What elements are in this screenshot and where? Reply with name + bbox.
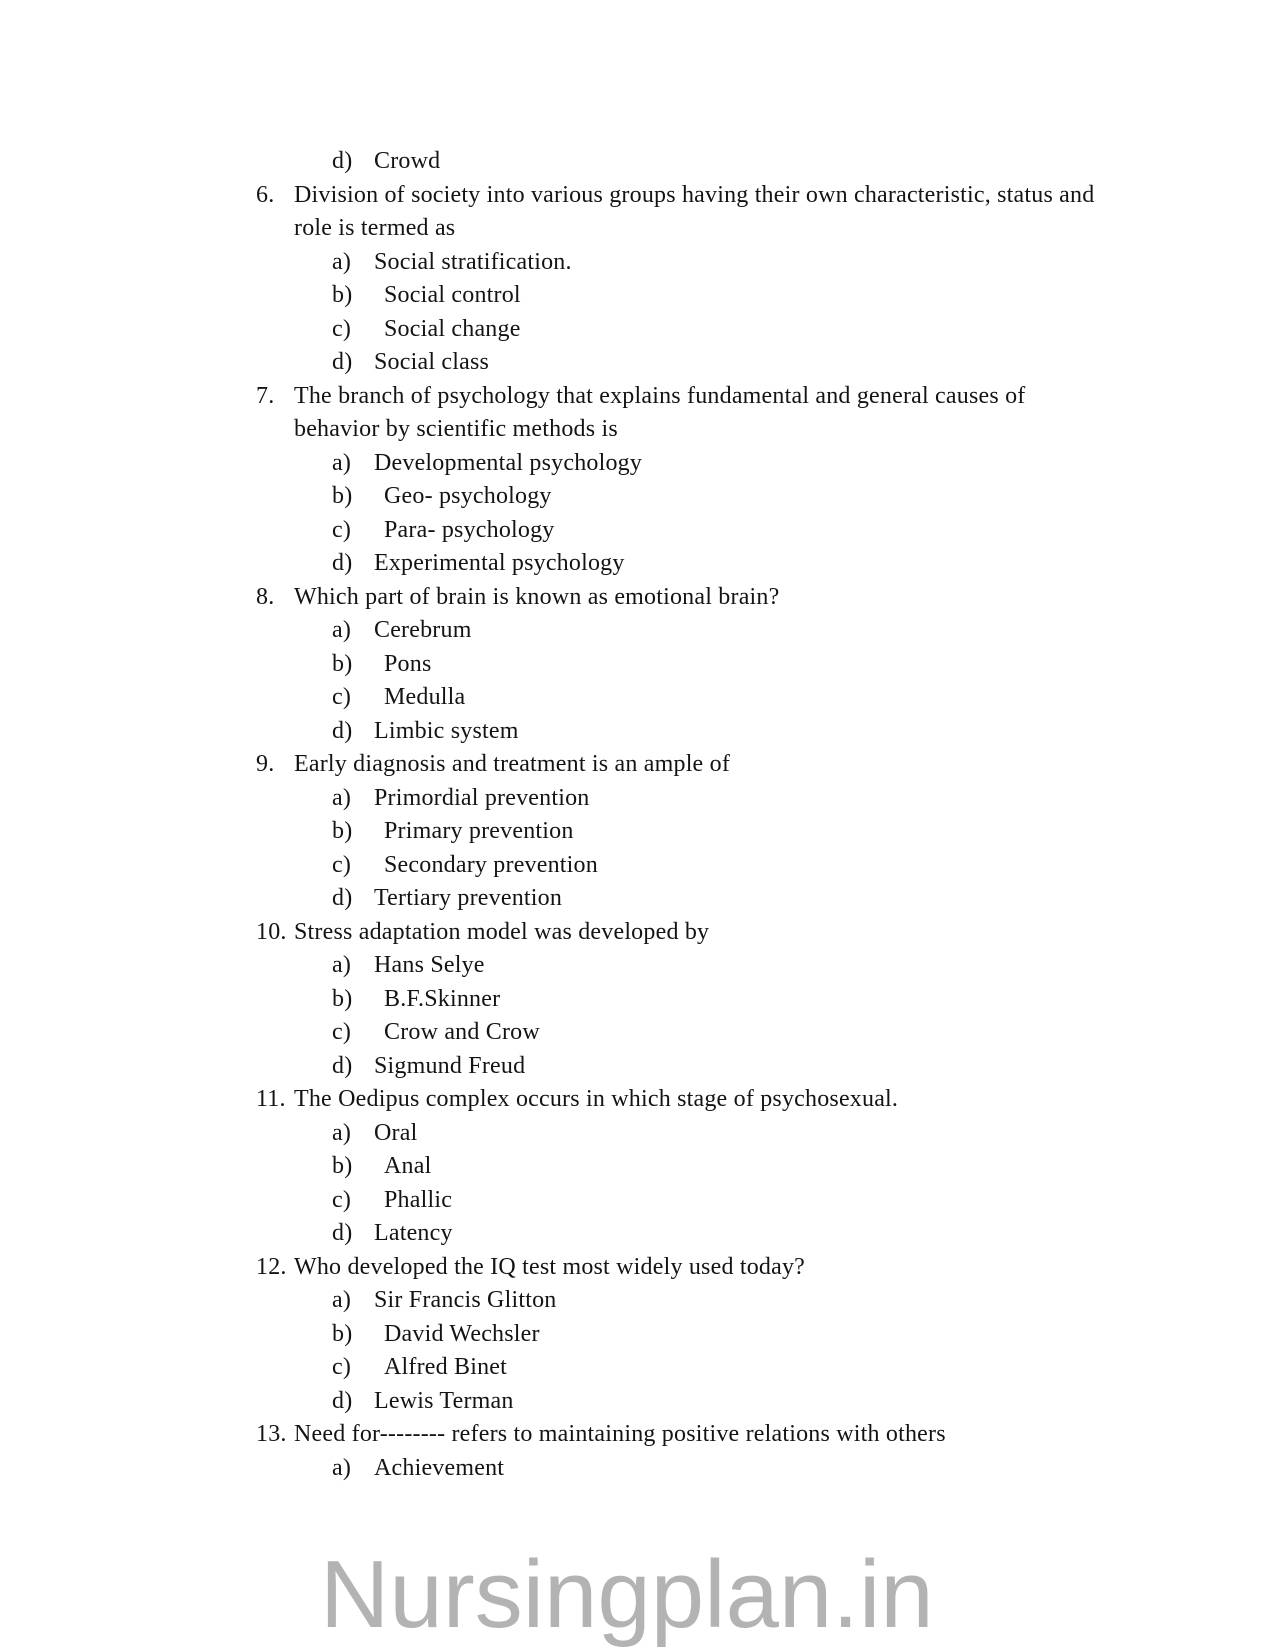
question-line (0, 1083, 1275, 1117)
question-number: 6. (256, 181, 275, 208)
option-row (0, 782, 1275, 816)
question-list (0, 145, 1275, 1485)
option-row (0, 1385, 1275, 1419)
option-text: Geo- psychology (384, 483, 552, 509)
question-text: Stress adaptation model was developed by (294, 918, 710, 945)
option-letter: d) (332, 550, 353, 576)
option-letter: a) (332, 1454, 352, 1481)
option-text: B.F.Skinner (384, 985, 501, 1012)
option-row (0, 1452, 1275, 1486)
option-text: Crowd (374, 148, 441, 174)
option-text: Social control (384, 282, 521, 308)
option-row (0, 246, 1275, 280)
option-letter: d) (332, 148, 353, 174)
option-letter: b) (332, 1320, 353, 1347)
option-letter: d) (332, 717, 353, 744)
option-row (0, 1150, 1275, 1184)
option-row (0, 715, 1275, 749)
option-row (0, 1184, 1275, 1218)
option-text: Phallic (384, 1186, 453, 1213)
option-row (0, 514, 1275, 548)
question-text: Which part of brain is known as emotional brain? (294, 583, 780, 610)
option-row (0, 1318, 1275, 1352)
option-text: Social class (374, 349, 490, 375)
option-text: Developmental psychology (374, 449, 643, 476)
question-text-continuation: behavior by scientific methods is (294, 416, 618, 442)
option-letter: b) (332, 282, 353, 308)
option-row (0, 983, 1275, 1017)
question-number: 8. (256, 583, 275, 610)
question-line (0, 1418, 1275, 1452)
option-letter: a) (332, 248, 352, 275)
question-line (0, 1251, 1275, 1285)
option-row (0, 145, 1275, 179)
option-row (0, 681, 1275, 715)
option-letter: d) (332, 1387, 353, 1414)
option-letter: b) (332, 483, 353, 509)
option-text: Oral (374, 1119, 418, 1146)
option-text: David Wechsler (384, 1320, 540, 1347)
option-row (0, 1050, 1275, 1084)
option-letter: b) (332, 1153, 353, 1179)
option-text: Sigmund Freud (374, 1052, 526, 1079)
option-text: Latency (374, 1220, 453, 1246)
option-text: Medulla (384, 684, 466, 710)
option-text: Limbic system (374, 717, 519, 744)
question-number: 10. (256, 918, 287, 945)
option-text: Secondary prevention (384, 851, 598, 878)
option-letter: b) (332, 985, 353, 1012)
option-row (0, 313, 1275, 347)
option-letter: d) (332, 349, 353, 375)
option-letter: a) (332, 617, 352, 643)
option-letter: a) (332, 449, 352, 476)
question-number: 9. (256, 751, 275, 777)
option-text: Sir Francis Glitton (374, 1287, 557, 1313)
question-line (0, 380, 1275, 414)
option-letter: a) (332, 1287, 352, 1313)
question-text: The branch of psychology that explains fundamental and general causes of (294, 382, 1026, 409)
option-row (0, 480, 1275, 514)
option-row (0, 882, 1275, 916)
question-text: Early diagnosis and treatment is an ample of (294, 751, 731, 777)
option-row (0, 1016, 1275, 1050)
option-text: Primordial prevention (374, 784, 590, 811)
question-line (0, 179, 1275, 213)
option-letter: c) (332, 315, 352, 342)
option-text: Alfred Binet (384, 1354, 508, 1380)
question-line (0, 748, 1275, 782)
question-text: Need for-------- refers to maintaining positive relations with others (294, 1421, 946, 1447)
question-number: 11. (256, 1086, 286, 1112)
option-letter: b) (332, 650, 353, 677)
option-letter: d) (332, 1220, 353, 1246)
option-text: Anal (384, 1153, 432, 1179)
question-number: 12. (256, 1253, 287, 1280)
option-letter: c) (332, 1186, 352, 1213)
question-line (0, 581, 1275, 615)
question-text-continuation: role is termed as (294, 215, 456, 241)
question-number: 13. (256, 1421, 287, 1447)
option-letter: c) (332, 516, 352, 543)
option-text: Pons (384, 650, 432, 677)
option-row (0, 1284, 1275, 1318)
option-row (0, 1217, 1275, 1251)
option-text: Tertiary prevention (374, 885, 563, 911)
option-text: Achievement (374, 1454, 505, 1481)
option-row (0, 447, 1275, 481)
option-letter: c) (332, 1354, 352, 1380)
option-row (0, 547, 1275, 581)
option-row (0, 279, 1275, 313)
option-letter: d) (332, 885, 353, 911)
option-row (0, 648, 1275, 682)
option-row (0, 614, 1275, 648)
option-row (0, 849, 1275, 883)
watermark: Nursingplan.in (320, 1541, 934, 1648)
question-line (0, 916, 1275, 950)
option-text: Lewis Terman (374, 1387, 514, 1414)
question-number: 7. (256, 382, 275, 409)
question-text: The Oedipus complex occurs in which stage of psychosexual. (294, 1086, 899, 1112)
option-letter: d) (332, 1052, 353, 1079)
option-letter: c) (332, 684, 352, 710)
question-text: Division of society into various groups having their own characteristic, status and (294, 181, 1095, 208)
option-text: Crow and Crow (384, 1019, 540, 1045)
option-row (0, 949, 1275, 983)
option-row (0, 346, 1275, 380)
option-text: Primary prevention (384, 818, 574, 844)
option-text: Para- psychology (384, 516, 555, 543)
option-text: Social change (384, 315, 521, 342)
option-letter: a) (332, 952, 352, 978)
option-row (0, 1351, 1275, 1385)
option-letter: c) (332, 851, 352, 878)
option-letter: a) (332, 1119, 352, 1146)
option-text: Cerebrum (374, 617, 472, 643)
option-letter: b) (332, 818, 353, 844)
question-text: Who developed the IQ test most widely used today? (294, 1253, 806, 1280)
option-text: Social stratification. (374, 248, 572, 275)
option-letter: c) (332, 1019, 352, 1045)
option-text: Hans Selye (374, 952, 485, 978)
option-text: Experimental psychology (374, 550, 625, 576)
option-row (0, 1117, 1275, 1151)
option-row (0, 815, 1275, 849)
option-letter: a) (332, 784, 352, 811)
